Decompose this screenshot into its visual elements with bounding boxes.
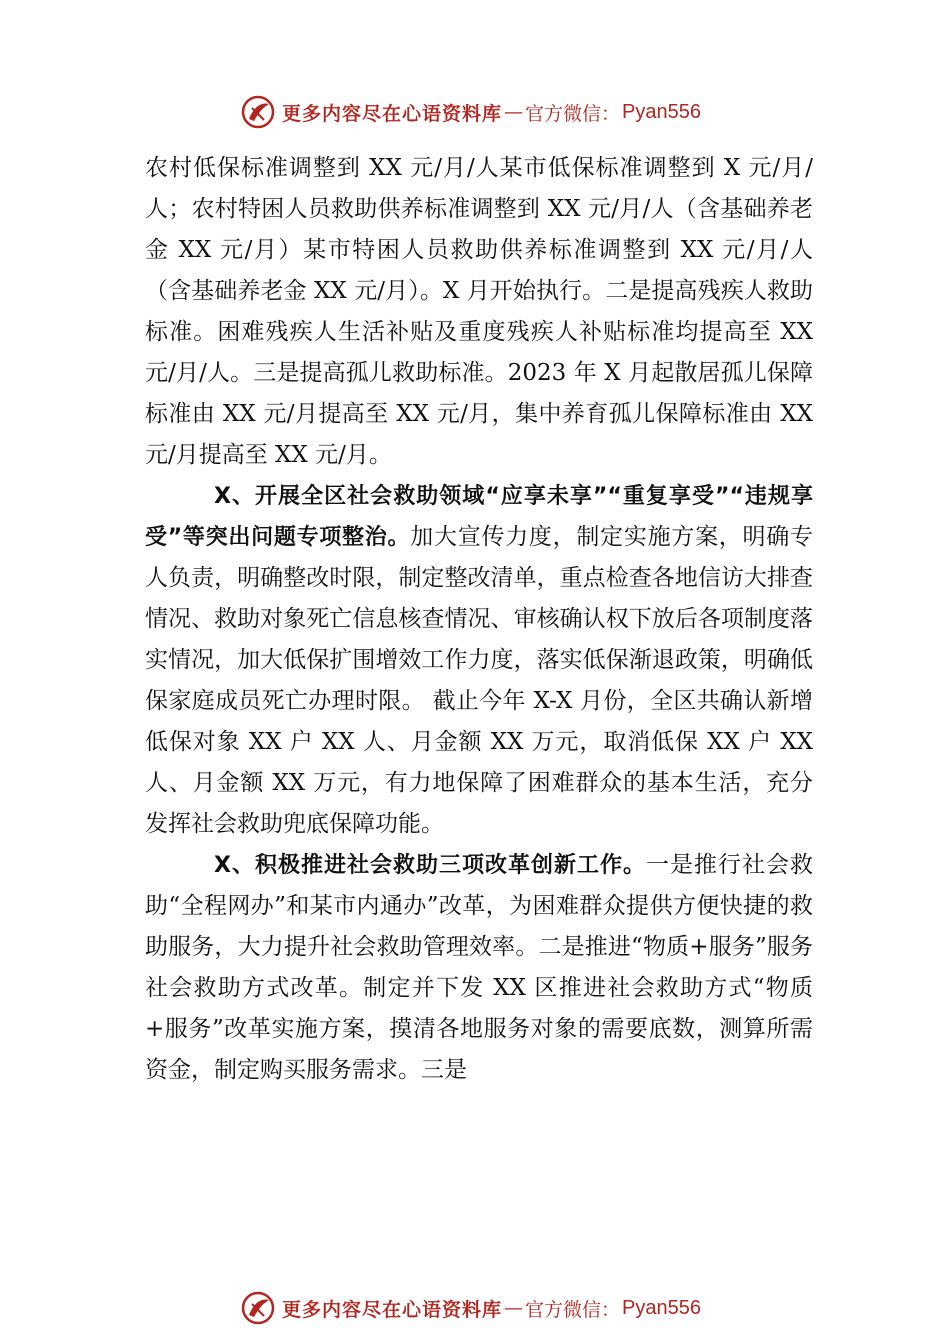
header-wechat-id: Pyan556 — [622, 100, 701, 123]
footer-separator: — — [504, 1297, 524, 1319]
brand-logo-icon — [240, 94, 276, 130]
paragraph-standards: 农村低保标准调整到 XX 元/月/人某市低保标准调整到 X 元/月/人；农村特困人员救助供养标准调整到 XX 元/月/人（含基础养老金 XX 元/月）某市特困人员救助供养标准调整到 XX 元/月/人（含基础养老金 XX 元/月）。X 月开始执行。二是提高残疾人救助标准。困难残疾人生活补贴及重度残疾人补贴标准均提高至 XX 元/月/人。三是提高孤儿救助标准。2023 年 X 月起散居孤儿保障标准由 XX 元/月提高至 XX 元/月，集中养育孤儿保障标准由 XX 元/月提高至 XX 元/月。 — [145, 155, 813, 468]
footer-banner-text: 更多内容尽在心语资料库 — [282, 1298, 503, 1321]
paragraph-rectification-heading: X、开展全区社会救助领域“应享未享”“重复享受”“违规享受”等突出问题专项整治。 — [145, 484, 813, 550]
footer-wechat-id: Pyan556 — [622, 1296, 701, 1319]
paragraph-rectification — [145, 476, 813, 845]
header-banner-text: 更多内容尽在心语资料库 — [282, 102, 503, 125]
paragraph-reform-text: 一是推行社会救助“全程网办”和某市内通办”改革，为困难群众提供方便快捷的救助服务，大力提升社会救助管理效率。二是推进“物质+服务”服务社会救助方式改革。制定并下发 XX 区推进社会救助方式“物质+服务”改革实施方案，摸清各地服务对象的需要底数，测算所需资金，制定购买服务需求。三是 — [145, 852, 814, 1083]
document-body — [145, 148, 813, 1091]
header-banner — [240, 94, 701, 130]
footer-wechat-label: 官方微信： — [525, 1298, 621, 1321]
header-wechat-label: 官方微信： — [525, 102, 621, 125]
brand-logo-icon — [240, 1290, 276, 1326]
paragraph-rectification-text: 加大宣传力度，制定实施方案，明确专人负责，明确整改时限，制定整改清单，重点检查各地信访大排查情况、救助对象死亡信息核查情况、审核确认权下放后各项制度落实情况，加大低保扩围增效工作力度，落实低保渐退政策，明确低保家庭成员死亡办理时限。 截止今年 X-X 月份，全区共确认新增低保对象 XX 户 XX 人、月金额 XX 万元，取消低保 XX 户 XX 人、月金额 XX 万元，有力地保障了困难群众的基本生活，充分发挥社会救助兜底保障功能。 — [145, 524, 813, 837]
paragraph-reform — [145, 845, 813, 1091]
header-separator: — — [504, 101, 524, 123]
paragraph-reform-heading: X、积极推进社会救助三项改革创新工作。 — [214, 853, 646, 878]
footer-banner — [240, 1290, 701, 1326]
